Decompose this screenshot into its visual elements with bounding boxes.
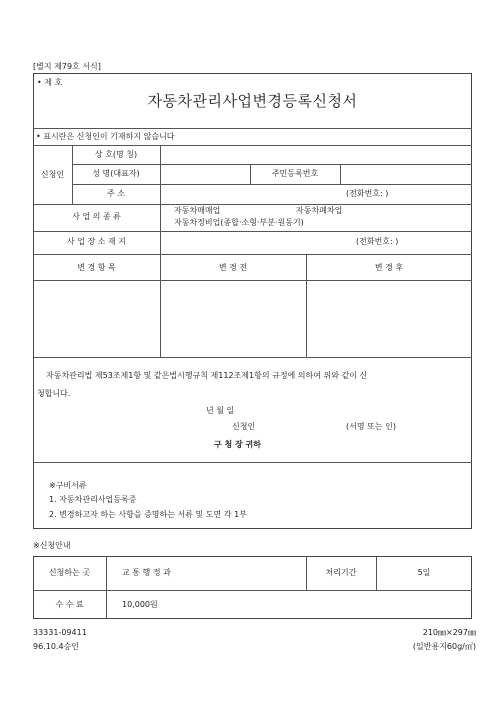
business-type-option-scrapping: 자동차폐차업 (296, 206, 343, 215)
required-document-1: 1. 자동차관리사업등록증 (49, 495, 137, 504)
approval-date: 96.10.4승인 (33, 642, 79, 651)
paper-size: 210㎜×297㎜ (422, 628, 476, 637)
addressee-label: 구 청 장 귀하 (214, 440, 261, 449)
receipt-number-label: • 제 호 (37, 78, 63, 87)
declaration-line-1: 자동차관리법 제53조제1항 및 같은법시행규칙 제112조제1항의 규정에 의하여 위와 같이 신 (46, 371, 368, 380)
representative-label: 성 명(대표자) (92, 169, 140, 178)
change-after-header: 변 경 후 (374, 263, 404, 272)
processing-period-label: 처리기간 (325, 568, 357, 577)
business-location-phone-label: (전화번호: ) (356, 237, 399, 246)
address-label: 주 소 (107, 189, 125, 198)
form-code: 33331-09411 (33, 628, 87, 637)
fee-value: 10,000원 (122, 600, 158, 609)
processing-period-value: 5일 (417, 568, 431, 577)
business-type-option-sales: 자동차매매업 (174, 206, 221, 215)
form-number-label: [별지 제79호 서식] (33, 62, 101, 71)
business-location-label: 사 업 장 소 재 지 (66, 237, 127, 246)
application-guide-header: ※신청안내 (33, 541, 71, 550)
required-document-2: 2. 변경하고자 하는 사항을 증명하는 서류 및 도면 각 1부 (49, 510, 247, 519)
applicant-group-label: 신청인 (40, 170, 65, 179)
fee-label: 수 수 료 (55, 600, 84, 609)
change-before-header: 변 경 전 (218, 263, 248, 272)
resident-number-label: 주민등록번호 (271, 169, 319, 178)
notice-text: • 표시란은 신청인이 기재하지 않습니다 (36, 132, 175, 141)
signature-or-seal-label: (서명 또는 인) (346, 422, 396, 431)
business-type-label: 사 업 의 종 류 (72, 212, 121, 221)
business-type-option-repair: 자동차정비업(종합·소형·부분·원동기) (174, 218, 304, 227)
date-label: 년 월 일 (206, 406, 235, 415)
change-item-header: 변 경 항 목 (77, 263, 116, 272)
applicant-signature-label: 신청인 (232, 422, 256, 431)
paper-type: (일반용지60g/㎡) (412, 642, 476, 651)
form-title: 자동차관리사업변경등록신청서 (147, 92, 358, 110)
declaration-line-2: 청합니다. (37, 389, 71, 398)
office-label: 신청하는 곳 (48, 568, 91, 577)
required-documents-header: ※구비서류 (49, 481, 87, 490)
office-value: 교 통 행 정 과 (122, 568, 171, 577)
applicant-phone-label: (전화번호: ) (346, 189, 389, 198)
company-name-label: 상 호(명 칭) (94, 150, 138, 159)
